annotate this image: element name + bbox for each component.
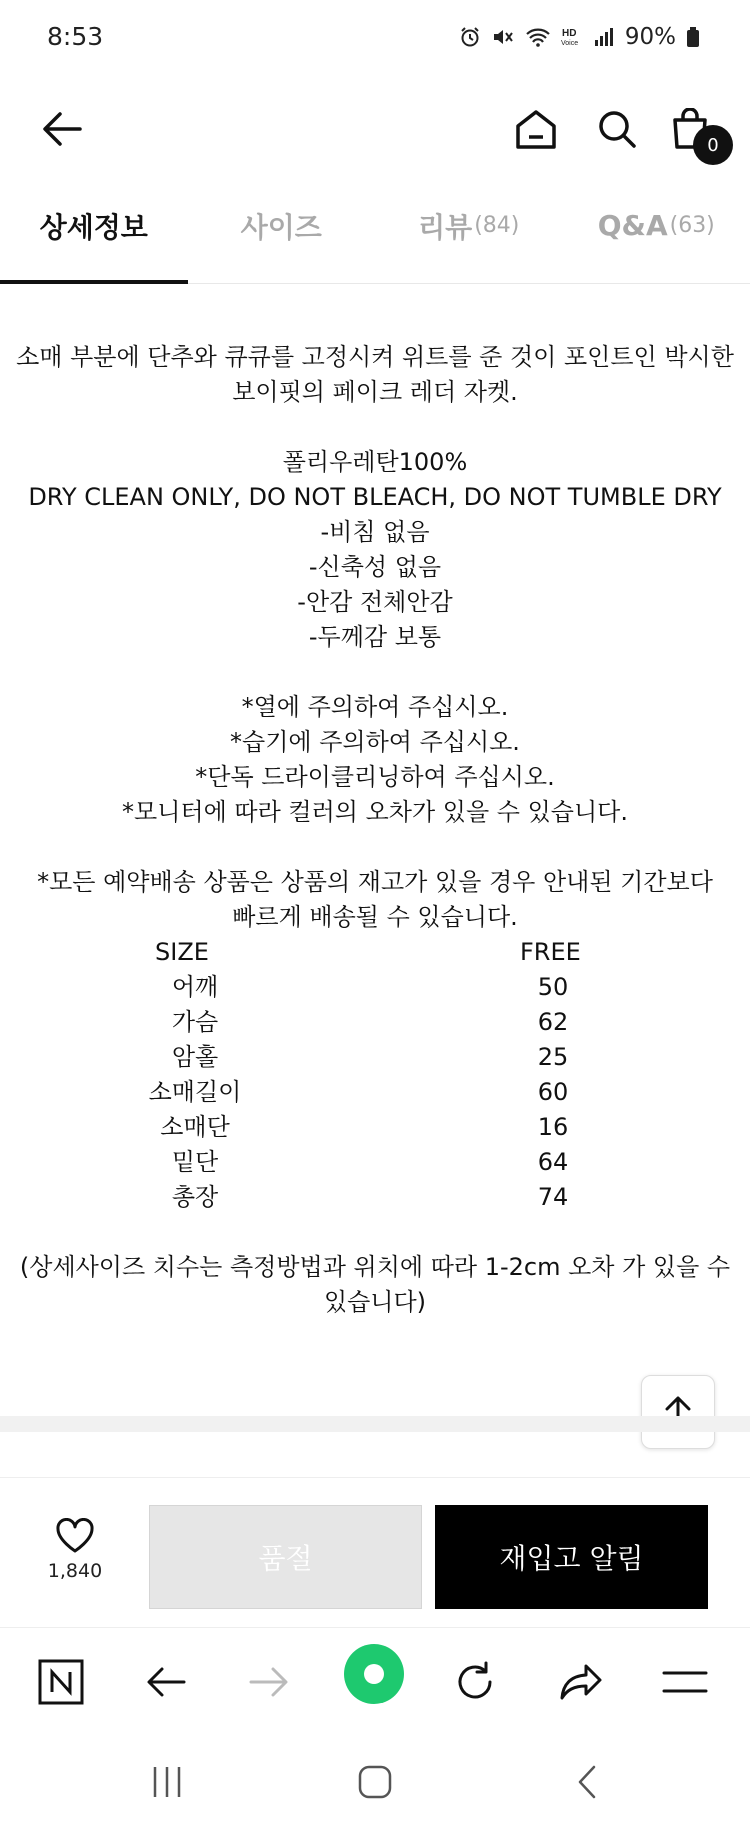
status-icons	[459, 24, 700, 50]
hd-voice-icon	[561, 26, 583, 48]
tab-qna[interactable]	[563, 190, 750, 283]
tab-review[interactable]	[375, 190, 563, 283]
alarm-icon	[459, 26, 481, 48]
svg-text:Voice: Voice	[560, 40, 578, 47]
size-row	[0, 1040, 750, 1075]
status-bar	[0, 0, 750, 80]
size-label: 어깨	[171, 973, 219, 1001]
size-label: 암홀	[171, 1043, 219, 1071]
tab-label: 상세정보	[39, 210, 148, 244]
size-label: 소매단	[160, 1113, 230, 1141]
tab-label: 사이즈	[240, 210, 322, 244]
green-dot-button[interactable]	[340, 1642, 408, 1710]
size-table	[0, 935, 750, 1215]
status-time: 8:53	[47, 22, 104, 51]
size-row	[0, 1180, 750, 1215]
signal-icon	[593, 26, 615, 48]
heart-icon	[55, 1539, 95, 1558]
footnote-text: (상세사이즈 치수는 측정방법과 위치에 따라 1-2cm 오차 가 있을 수	[19, 1253, 731, 1281]
notice-item: *습기에 주의하여 주십시오.	[230, 728, 520, 756]
size-value: 74	[537, 1183, 569, 1211]
feature-item: -두께감 보통	[308, 623, 442, 651]
size-header-label: SIZE	[155, 938, 209, 966]
size-table-header	[0, 935, 750, 970]
size-row	[0, 1075, 750, 1110]
mute-icon	[491, 26, 515, 48]
system-navigation	[0, 1740, 750, 1834]
search-button[interactable]	[582, 96, 652, 166]
section-divider	[0, 1416, 750, 1432]
recent-apps-icon	[149, 1765, 185, 1803]
tab-detail[interactable]	[0, 190, 188, 283]
tab-size[interactable]	[188, 190, 376, 283]
back-button[interactable]	[27, 96, 97, 166]
browser-menu-button[interactable]	[653, 1652, 717, 1716]
browser-forward-icon	[247, 1664, 291, 1704]
restock-alert-button[interactable]: 재입고 알림	[435, 1505, 708, 1609]
home-circle-icon	[357, 1764, 393, 1804]
tab-count: (63)	[669, 213, 715, 238]
top-nav	[0, 80, 750, 200]
feature-item: -신축성 없음	[308, 553, 442, 581]
size-row	[0, 1145, 750, 1180]
refresh-button[interactable]	[443, 1652, 507, 1716]
size-value: 16	[537, 1113, 569, 1141]
preorder-text: *모든 예약배송 상품은 상품의 재고가 있을 경우 안내된 기간보다	[37, 868, 713, 896]
footnote-text: 있습니다)	[323, 1288, 427, 1316]
recent-apps-button[interactable]	[132, 1754, 202, 1814]
cart-count-badge: 0	[693, 125, 733, 165]
size-label: 가슴	[171, 1008, 219, 1036]
size-value: 64	[537, 1148, 569, 1176]
system-home-button[interactable]	[340, 1754, 410, 1814]
size-value: 62	[537, 1008, 569, 1036]
svg-text:HD: HD	[561, 28, 577, 39]
browser-forward-button[interactable]	[237, 1652, 301, 1716]
search-icon	[596, 108, 638, 154]
tab-label: 리뷰	[418, 210, 473, 244]
share-icon	[558, 1662, 604, 1706]
size-label: 밑단	[171, 1148, 219, 1176]
notice-item: *모니터에 따라 컬러의 오차가 있을 수 있습니다.	[122, 798, 628, 826]
menu-icon	[662, 1667, 708, 1701]
size-row	[0, 1005, 750, 1040]
size-value: 50	[537, 973, 569, 1001]
size-value: 25	[537, 1043, 569, 1071]
browser-back-button[interactable]	[134, 1652, 198, 1716]
size-header-value: FREE	[520, 938, 581, 966]
feature-item: -안감 전체안감	[297, 588, 453, 616]
wifi-icon	[525, 26, 551, 48]
refresh-icon	[453, 1660, 497, 1708]
naver-home-button[interactable]	[29, 1652, 93, 1716]
tab-label: Q&A	[597, 209, 668, 242]
size-value: 60	[537, 1078, 569, 1106]
home-button[interactable]	[501, 96, 571, 166]
notice-item: *열에 주의하여 주십시오.	[241, 693, 509, 721]
battery-icon	[686, 26, 700, 48]
product-description	[0, 340, 750, 1320]
battery-percent: 90%	[624, 24, 676, 50]
soldout-button: 품절	[149, 1505, 422, 1609]
intro-text: 소매 부분에 단추와 큐큐를 고정시켜 위트를 준 것이 포인트인 박시한	[16, 343, 734, 371]
size-row	[0, 1110, 750, 1145]
size-label: 소매길이	[148, 1078, 242, 1106]
like-count: 1,840	[47, 1560, 103, 1582]
material-text: 폴리우레탄100%	[282, 448, 468, 476]
size-label: 총장	[171, 1183, 219, 1211]
like-button[interactable]	[40, 1518, 110, 1582]
size-row	[0, 970, 750, 1005]
browser-toolbar	[0, 1627, 750, 1737]
green-dot-icon	[342, 1642, 406, 1710]
share-button[interactable]	[549, 1652, 613, 1716]
purchase-action-bar	[0, 1477, 750, 1627]
system-back-icon	[572, 1764, 602, 1804]
notice-item: *단독 드라이클리닝하여 주십시오.	[195, 763, 555, 791]
cart-button[interactable]	[655, 96, 725, 166]
home-icon	[514, 108, 558, 154]
browser-back-icon	[144, 1664, 188, 1704]
preorder-text: 빠르게 배송될 수 있습니다.	[232, 903, 518, 931]
system-back-button[interactable]	[552, 1754, 622, 1814]
feature-item: -비침 없음	[320, 518, 430, 546]
tab-count: (84)	[474, 213, 520, 238]
intro-text: 보이핏의 페이크 레더 자켓.	[232, 378, 518, 406]
back-arrow-icon	[40, 109, 84, 153]
scroll-top-button[interactable]	[641, 1375, 715, 1449]
care-text: DRY CLEAN ONLY, DO NOT BLEACH, DO NOT TUMBLE DRY	[28, 483, 722, 511]
product-tabs	[0, 190, 750, 284]
naver-n-icon	[38, 1659, 84, 1709]
